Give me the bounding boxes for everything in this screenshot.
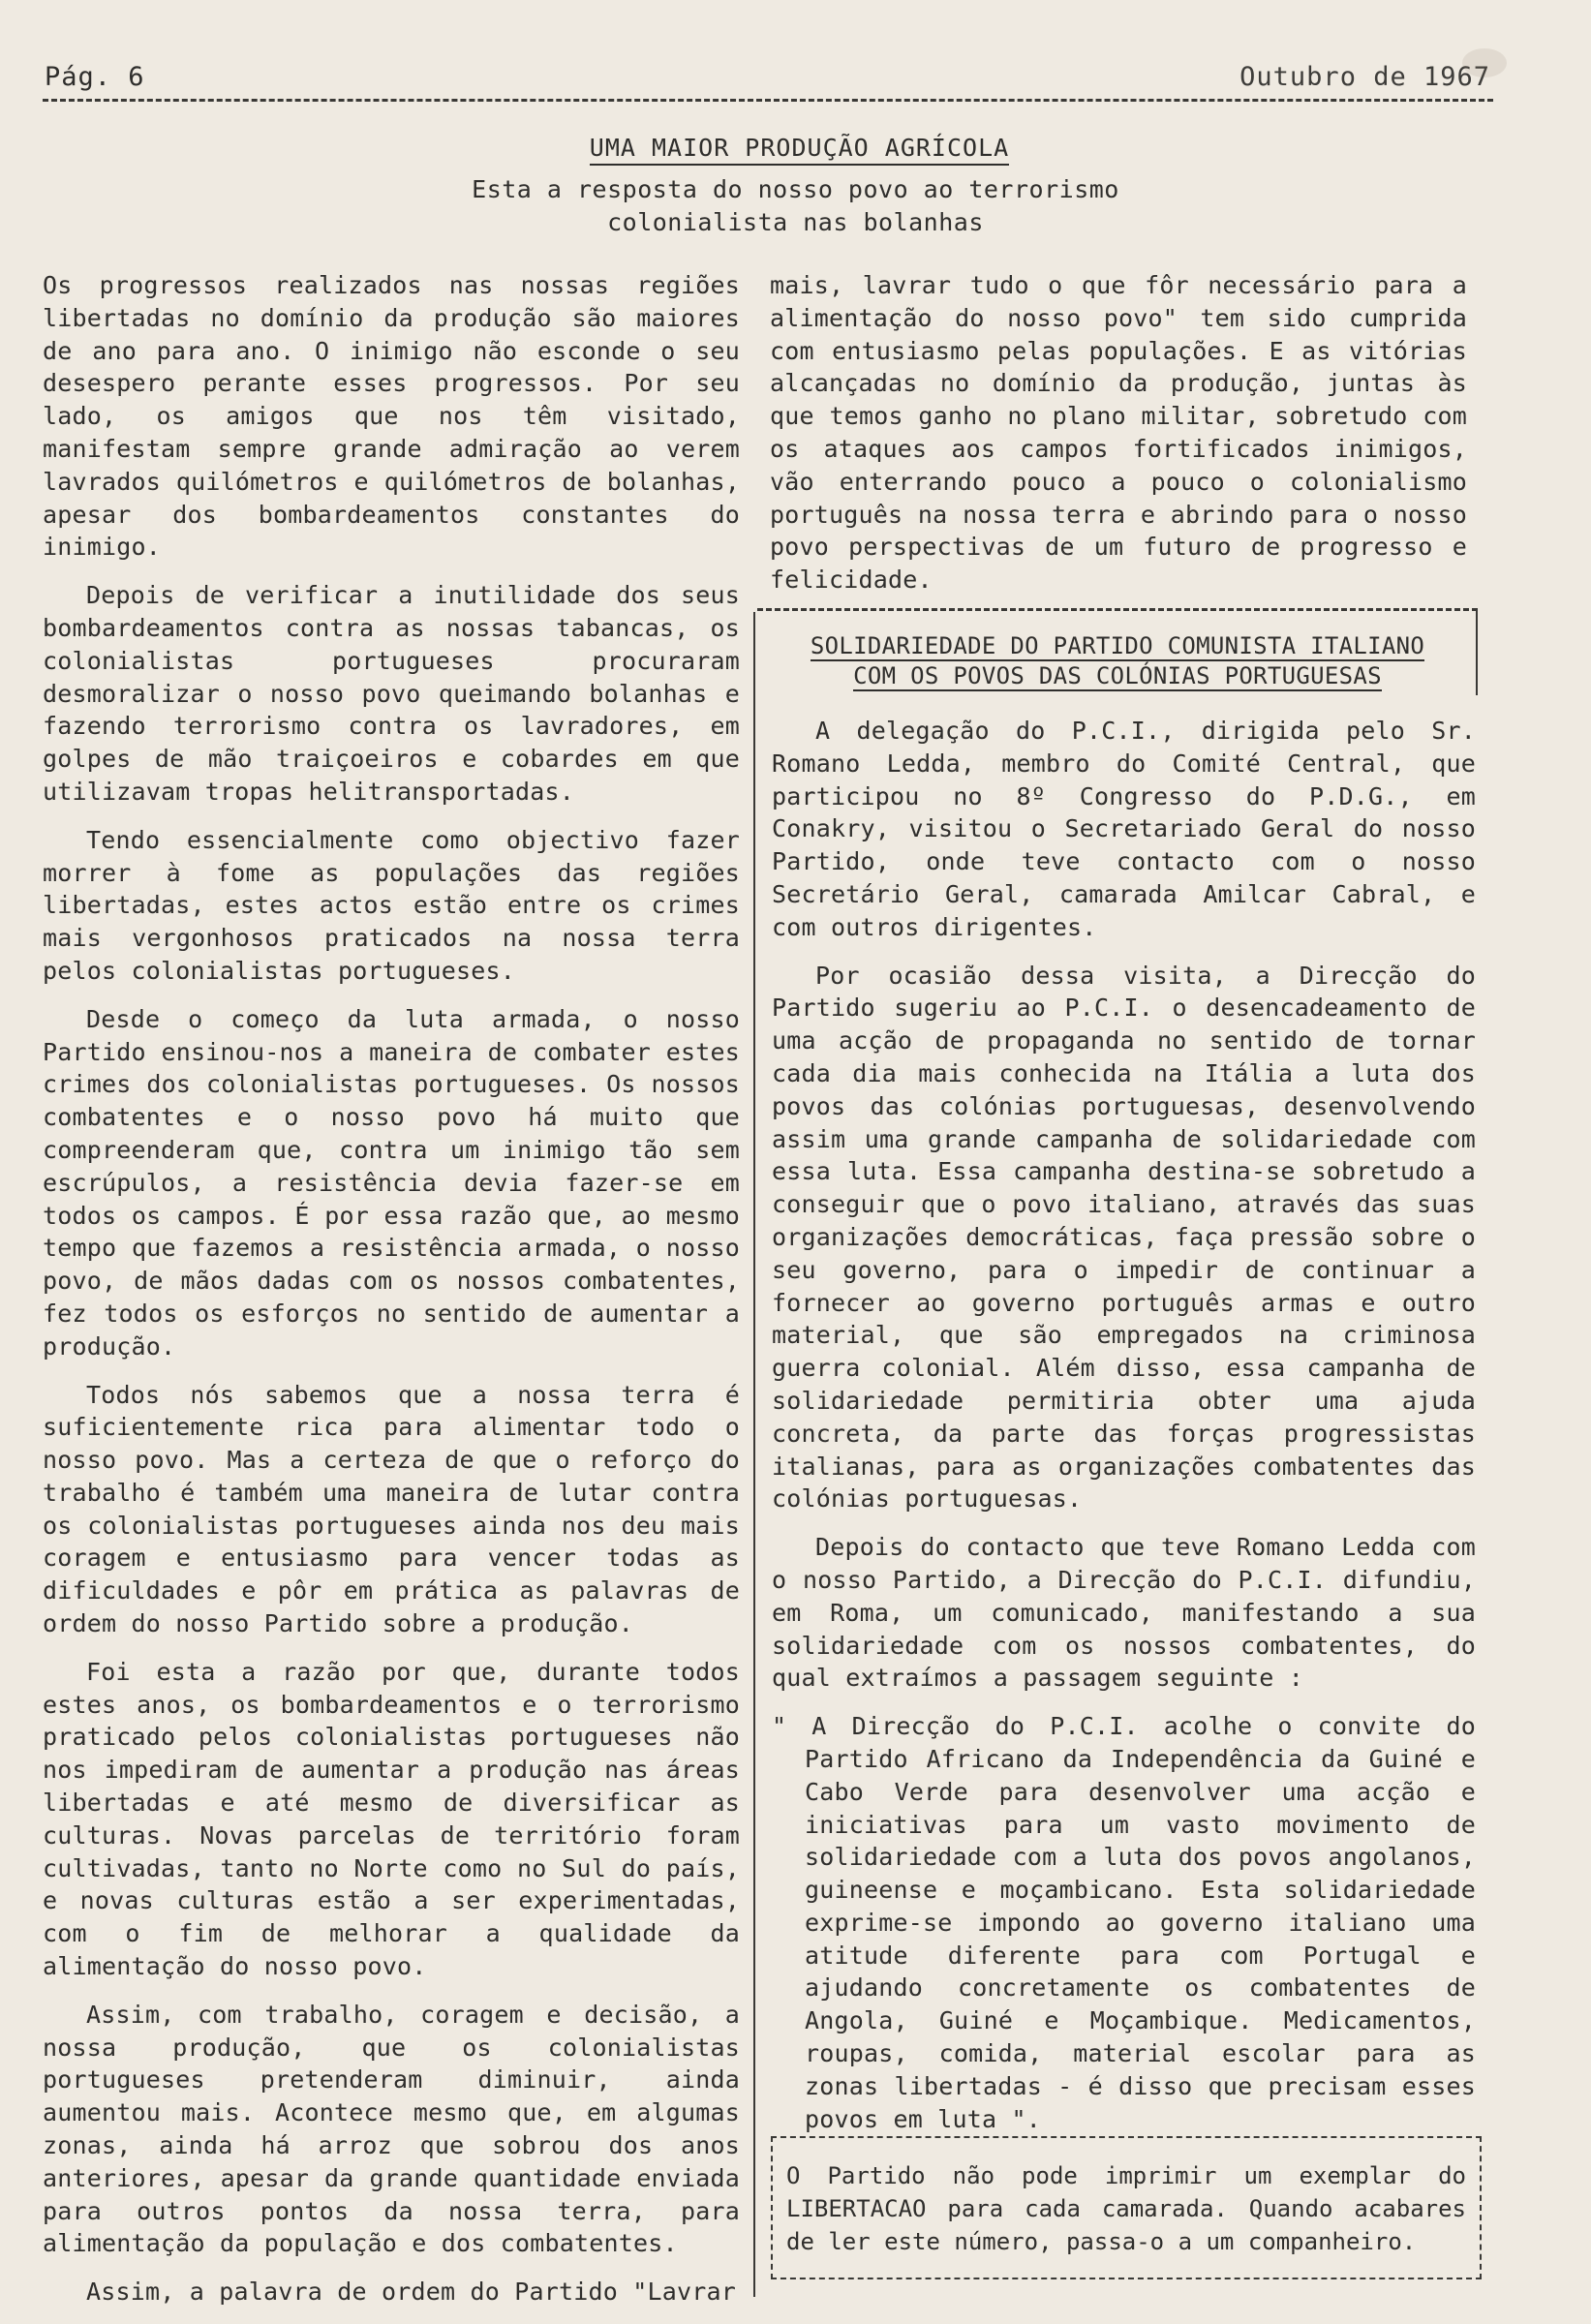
paper-stain bbox=[1462, 48, 1507, 77]
issue-date: Outubro de 1967 bbox=[1239, 62, 1490, 92]
article-heading bbox=[0, 134, 1591, 239]
solidarity-paragraph: Depois do contacto que teve Romano Ledda com o nosso Partido, a Direcção do P.C.I. difundiu, em Roma, um comunicado, manifestando a sua solidariedade com os nossos combatentes, do qual extraímos a passagem seguinte : bbox=[772, 1533, 1476, 1693]
article-paragraph: Assim, com trabalho, coragem e decisão, a nossa produção, que os colonialistas portugueses pretenderam diminuir, ainda aumentou mais. Acontece mesmo que, em algumas zonas, ainda há arroz que sobrou dos anos anteriores, apesar da grande quantidade enviada para outros pontos da nossa terra, para alimentação da população e dos combatentes. bbox=[43, 2000, 740, 2258]
article-continuation-column bbox=[770, 269, 1467, 612]
article-paragraph: Foi esta a razão por que, durante todos estes anos, os bombardeamentos e o terrorismo praticado pelos colonialistas portugueses não nos impediram de aumentar a produção nas áreas libertadas e até mesmo de diversificar as culturas. Novas parcelas de território foram cultivadas, tanto no Norte como no Sul do país, e novas culturas estão a ser experimentadas, com o fim de melhorar a qualidade da alimentação do nosso povo. bbox=[43, 1657, 740, 1981]
box-top-rule bbox=[757, 608, 1478, 611]
article-left-column bbox=[43, 269, 740, 2324]
pass-it-on-notice bbox=[771, 2136, 1482, 2279]
solidarity-title-line-2: COM OS POVOS DAS COLÓNIAS PORTUGUESAS bbox=[853, 662, 1382, 689]
article-title: UMA MAIOR PRODUÇÃO AGRÍCOLA bbox=[590, 134, 1009, 166]
article-paragraph: Desde o começo da luta armada, o nosso Partido ensinou-nos a maneira de combater estes crimes dos colonialistas portugueses. Os nossos combatentes e o nosso povo há muito que compreenderam que, contra um inimigo tão sem escrúpulos, a resistência devia fazer-se em todos os campos. É por essa razão que, ao mesmo tempo que fazemos a resistência armada, o nosso povo, de mãos dadas com os nossos combatentes, fez todos os esforços no sentido de aumentar a produção. bbox=[43, 1004, 740, 1361]
page-number: Pág. 6 bbox=[45, 62, 145, 92]
article-paragraph: Tendo essencialmente como objectivo fazer morrer à fome as populações das regiões libertadas, estes actos estão entre os crimes mais vergonhosos praticados na nossa terra pelos colonialistas portugueses. bbox=[43, 825, 740, 985]
solidarity-paragraph: Por ocasião dessa visita, a Direcção do Partido sugeriu ao P.C.I. o desencadeamento de uma acção de propaganda no sentido de tornar cada dia mais conhecida na Itália a luta dos povos das colónias portuguesas, desenvolvendo assim uma grande campanha de solidariedade com essa luta. Essa campanha destina-se sobretudo a conseguir que o povo italiano, através das suas organizações democráticas, faça pressão sobre o seu governo, para o impedir de continuar a fornecer ao governo português armas e outro material, que são empregados na criminosa guerra colonial. Além disso, essa campanha de solidariedade permitiria obter uma ajuda concreta, da parte das forças progressistas italianas, para as organizações combatentes das colónias portuguesas. bbox=[772, 961, 1476, 1514]
article-paragraph: Assim, a palavra de ordem do Partido "Lavrar bbox=[86, 2278, 737, 2307]
article-subtitle bbox=[0, 173, 1591, 239]
notice-text: O Partido não pode imprimir um exemplar do LIBERTACAO para cada camarada. Quando acabares de ler este número, passa-o a um companheiro. bbox=[786, 2162, 1466, 2255]
article-paragraph: Depois de verificar a inutilidade dos seus bombardeamentos contra as nossas tabancas, os colonialistas portugueses procuraram desmoralizar o nosso povo queimando bolanhas e fazendo terrorismo contra os lavradores, em golpes de mão traiçoeiros e cobardes em que utilizavam tropas helitransportadas. bbox=[43, 581, 740, 806]
solidarity-paragraph: A delegação do P.C.I., dirigida pelo Sr. Romano Ledda, membro do Comité Central, que participou no 8º Congresso do P.D.G., em Conakry, visitou o Secretariado Geral do nosso Partido, onde teve contacto com o nosso Secretário Geral, camarada Amilcar Cabral, e com outros dirigentes. bbox=[772, 717, 1476, 941]
solidarity-article bbox=[772, 715, 1476, 2151]
article-paragraph: Todos nós sabemos que a nossa terra é suficientemente rica para alimentar todo o nosso povo. Mas a certeza de que o reforço do trabalho é também uma maneira de lutar contra os colonialistas portugueses ainda nos deu mais coragem e entusiasmo para vencer todas as dificuldades e pôr em prática as palavras de ordem do nosso Partido sobre a produção. bbox=[43, 1380, 740, 1638]
subtitle-line-1: Esta a resposta do nosso povo ao terrorismo bbox=[472, 175, 1119, 203]
column-divider bbox=[753, 612, 755, 2297]
article-continuation: mais, lavrar tudo o que fôr necessário para a alimentação do nosso povo" tem sido cumprida com entusiasmo pelas populações. E as vitórias alcançadas no domínio da produção, juntas às que temos ganho no plano militar, sobretudo com os ataques aos campos fortificados inimigos, vão enterrando pouco a pouco o colonialismo português na nossa terra e abrindo para o nosso povo perspectivas de um futuro de progresso e felicidade. bbox=[770, 271, 1467, 595]
solidarity-quote: " A Direcção do P.C.I. acolhe o convite do Partido Africano da Independência da Guiné e Cabo Verde para desenvolver uma acção e iniciativas para um vasto movimento de solidariedade com a luta dos povos angolanos, guineense e moçambicano. Esta solidariedade exprime-se impondo ao governo italiano uma atitude diferente para com Portugal e ajudando concretamente os combatentes de Angola, Guiné e Moçambique. Medicamentos, roupas, comida, material escolar para as zonas libertadas - é disso que precisam esses povos em luta ". bbox=[772, 1712, 1476, 2133]
subtitle-line-2: colonialista nas bolanhas bbox=[607, 208, 984, 236]
article-paragraph: Os progressos realizados nas nossas regiões libertadas no domínio da produção são maiores de ano para ano. O inimigo não esconde o seu desespero perante esses progressos. Por seu lado, os amigos que nos têm visitado, manifestam sempre grande admiração ao verem lavrados quilómetros e quilómetros de bolanhas, apesar dos bombardeamentos constantes do inimigo. bbox=[43, 271, 740, 562]
solidarity-title bbox=[757, 631, 1478, 691]
solidarity-title-line-1: SOLIDARIEDADE DO PARTIDO COMUNISTA ITALIANO bbox=[810, 632, 1425, 659]
header-divider bbox=[43, 99, 1493, 102]
